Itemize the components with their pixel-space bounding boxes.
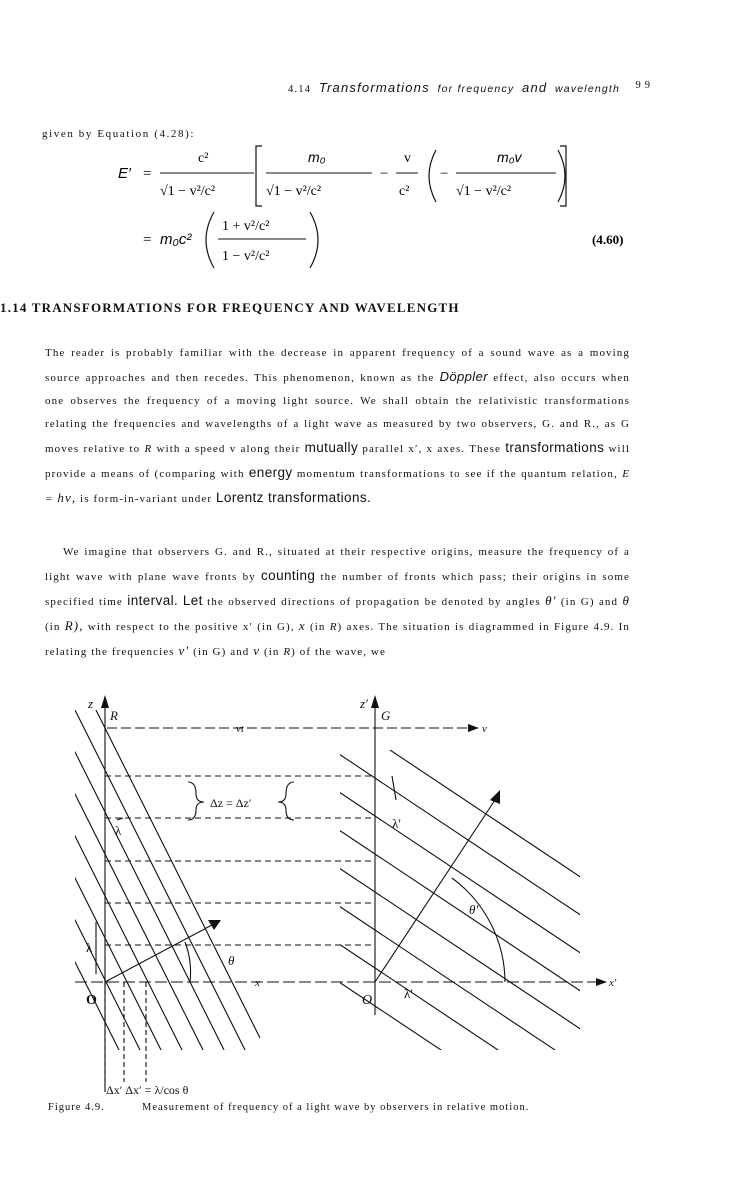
eq-paren-left-2 (206, 212, 214, 268)
eq-frac3-num: v (404, 151, 411, 166)
eq-bracket-left (256, 146, 262, 206)
p2-R3: R (283, 646, 292, 658)
fig-theta: θ (228, 953, 235, 968)
caption-text: Measurement of frequency of a light wave by observers in relative motion. (142, 1102, 530, 1113)
p2-R2: R (329, 621, 338, 633)
x-axis-arrow (596, 978, 607, 986)
p2-text-8: ) axes. The situation is diagrammed in Figure 4.9. In relating the frequencies (45, 621, 630, 658)
eq-equals-2: = (143, 232, 152, 248)
fig-z-label: z (88, 696, 94, 711)
p2-nu: ν (253, 643, 261, 658)
fig-dx-label: Δx′ Δx′ = λ/cos θ (106, 1083, 189, 1097)
eq-lhs: E′ (118, 165, 131, 182)
given-text: given by Equation (4.28): (42, 128, 196, 140)
z-axis-left-arrow (101, 695, 109, 708)
fig-lambda-left2: λ (86, 940, 93, 955)
p1-text-4: parallel x′, x axes. These (358, 443, 506, 455)
figure-caption (48, 1102, 668, 1113)
eq-frac1-num: c² (198, 151, 209, 166)
fig-lambda-right: λ′ (392, 816, 402, 831)
z-axis-right-arrow (371, 695, 379, 708)
p2-R: R), (64, 618, 84, 633)
header-number: 4.14 (288, 84, 312, 95)
p1-doppler: Döppler (439, 369, 488, 384)
eq-frac5-den: 1 − v²/c² (222, 249, 270, 264)
header-title-for: for frequency (437, 83, 515, 95)
p2-text-9: (in G) and (189, 646, 254, 658)
fig-xp-label: x′ (609, 977, 617, 989)
eq-frac2-num: m₀ (308, 149, 326, 165)
p1-hnu: hν, (57, 490, 77, 505)
p2-text-7: (in (305, 621, 330, 633)
eq-paren-right (558, 150, 565, 202)
p1-text-3: with a speed v along their (152, 443, 305, 455)
p2-text-4: (in G) and (556, 596, 623, 608)
equation-4-60 (0, 140, 748, 280)
caption-label: Figure 4.9. (48, 1102, 105, 1113)
p1-transformations: transformations (505, 440, 605, 455)
p2-text-3: the observed directions of propagation be denoted by angles (202, 596, 546, 608)
eq-equals-1: = (143, 166, 152, 182)
p1-mutually: mutually (304, 440, 359, 455)
p2-text-6: with respect to the positive x′ (in G), (83, 621, 299, 633)
p2-theta-prime: θ′ (545, 593, 557, 608)
p1-E-eq: E = (45, 468, 631, 505)
theta-prime-arc (452, 878, 505, 982)
p2-counting: counting (261, 568, 316, 583)
p1-lorentz: Lorentz transformations. (216, 490, 372, 505)
header-title-main: Transformations (318, 80, 430, 95)
eq-paren-left (429, 150, 436, 202)
eq-frac4-num: m₀v (497, 149, 522, 165)
eq-frac3-den: c² (399, 184, 410, 199)
eq-m0c2: m₀c² (160, 231, 192, 248)
p2-text-11: ) of the wave, we (291, 646, 386, 658)
p1-text-6: momentum transformations to see if the quantum relation, (292, 468, 623, 480)
eq-minus-1: − (380, 166, 389, 182)
fig-vt-label: vt (236, 723, 244, 735)
eq-paren-right-2 (310, 212, 318, 268)
eq-frac1-den: √1 − v²/c² (160, 184, 216, 199)
p1-text-5: will provide a means of (comparing with (45, 443, 631, 480)
p1-text-7: is form-in-variant under (76, 493, 216, 505)
p2-text-5: (in (45, 621, 65, 633)
p1-R-italic: R (144, 443, 153, 455)
p2-nu-prime: ν′ (178, 643, 190, 658)
fig-v-label: v (482, 723, 487, 735)
fig-x-label: x (255, 977, 260, 989)
p2-text-10: (in (260, 646, 284, 658)
lambda-right-tick (392, 776, 396, 800)
fig-O-left: O (86, 993, 97, 1008)
eq-frac5-num: 1 + v²/c² (222, 219, 270, 234)
eq-frac4-den: √1 − v²/c² (456, 184, 512, 199)
brace-left (188, 782, 204, 820)
p2-x: x (298, 618, 306, 633)
eq-frac2-den: √1 − v²/c² (266, 184, 322, 199)
figure-4-9 (0, 690, 748, 1100)
p2-text-1: We imagine that observers G. and R., situated at their respective origins, measure the frequency of a light wave with plane wave fronts by (45, 546, 630, 583)
fig-O-right: O (362, 993, 373, 1008)
p2-interval: interval. Let (127, 593, 203, 608)
ray-right-arrow (490, 790, 500, 804)
fig-R-label: R (110, 708, 118, 723)
p1-energy: energy (248, 465, 293, 480)
p2-text-2: the number of fronts which pass; their origins in some specified time (45, 571, 630, 608)
section-heading: 1.14 TRANSFORMATIONS FOR FREQUENCY AND WAVELENGTH (0, 300, 460, 315)
eq-number: (4.60) (592, 232, 624, 247)
header-title-and: and (522, 80, 548, 95)
fig-dz-label: Δz = Δz′ (210, 796, 252, 810)
fig-theta-prime: θ′ (469, 902, 479, 917)
paragraph-2 (45, 541, 630, 664)
page-number: 99 (635, 80, 654, 91)
p1-text-1: The reader is probably familiar with the decrease in apparent frequency of a sound wave as a moving source approaches and then recedes. This phenomenon, known as the (45, 347, 630, 384)
running-header (288, 80, 668, 95)
wavefronts-left (60, 690, 260, 1100)
ray-left-arrow (208, 920, 221, 930)
fig-zp-label: z′ (360, 696, 368, 711)
paragraph-1 (45, 342, 630, 511)
p2-theta: θ (622, 593, 630, 608)
fig-G-label: G (381, 708, 391, 723)
header-title-wave: wavelength (554, 83, 621, 95)
fig-lambda-left: λ (115, 823, 122, 838)
wavefronts-right (330, 710, 600, 1100)
eq-inner-minus: − (440, 166, 449, 182)
fig-lambda-right2: λ′ (404, 986, 414, 1001)
theta-arc (185, 942, 191, 982)
brace-right (278, 782, 294, 820)
ray-left (105, 925, 212, 982)
vt-arrow (468, 724, 479, 732)
p1-text-2: effect, also occurs when one observes the frequency of a moving light source. We shall obtain the relativistic transformations relating the frequencies and wavelengths of a light wave as measured by two observers, G. and R., as G moves relative to (45, 372, 630, 455)
